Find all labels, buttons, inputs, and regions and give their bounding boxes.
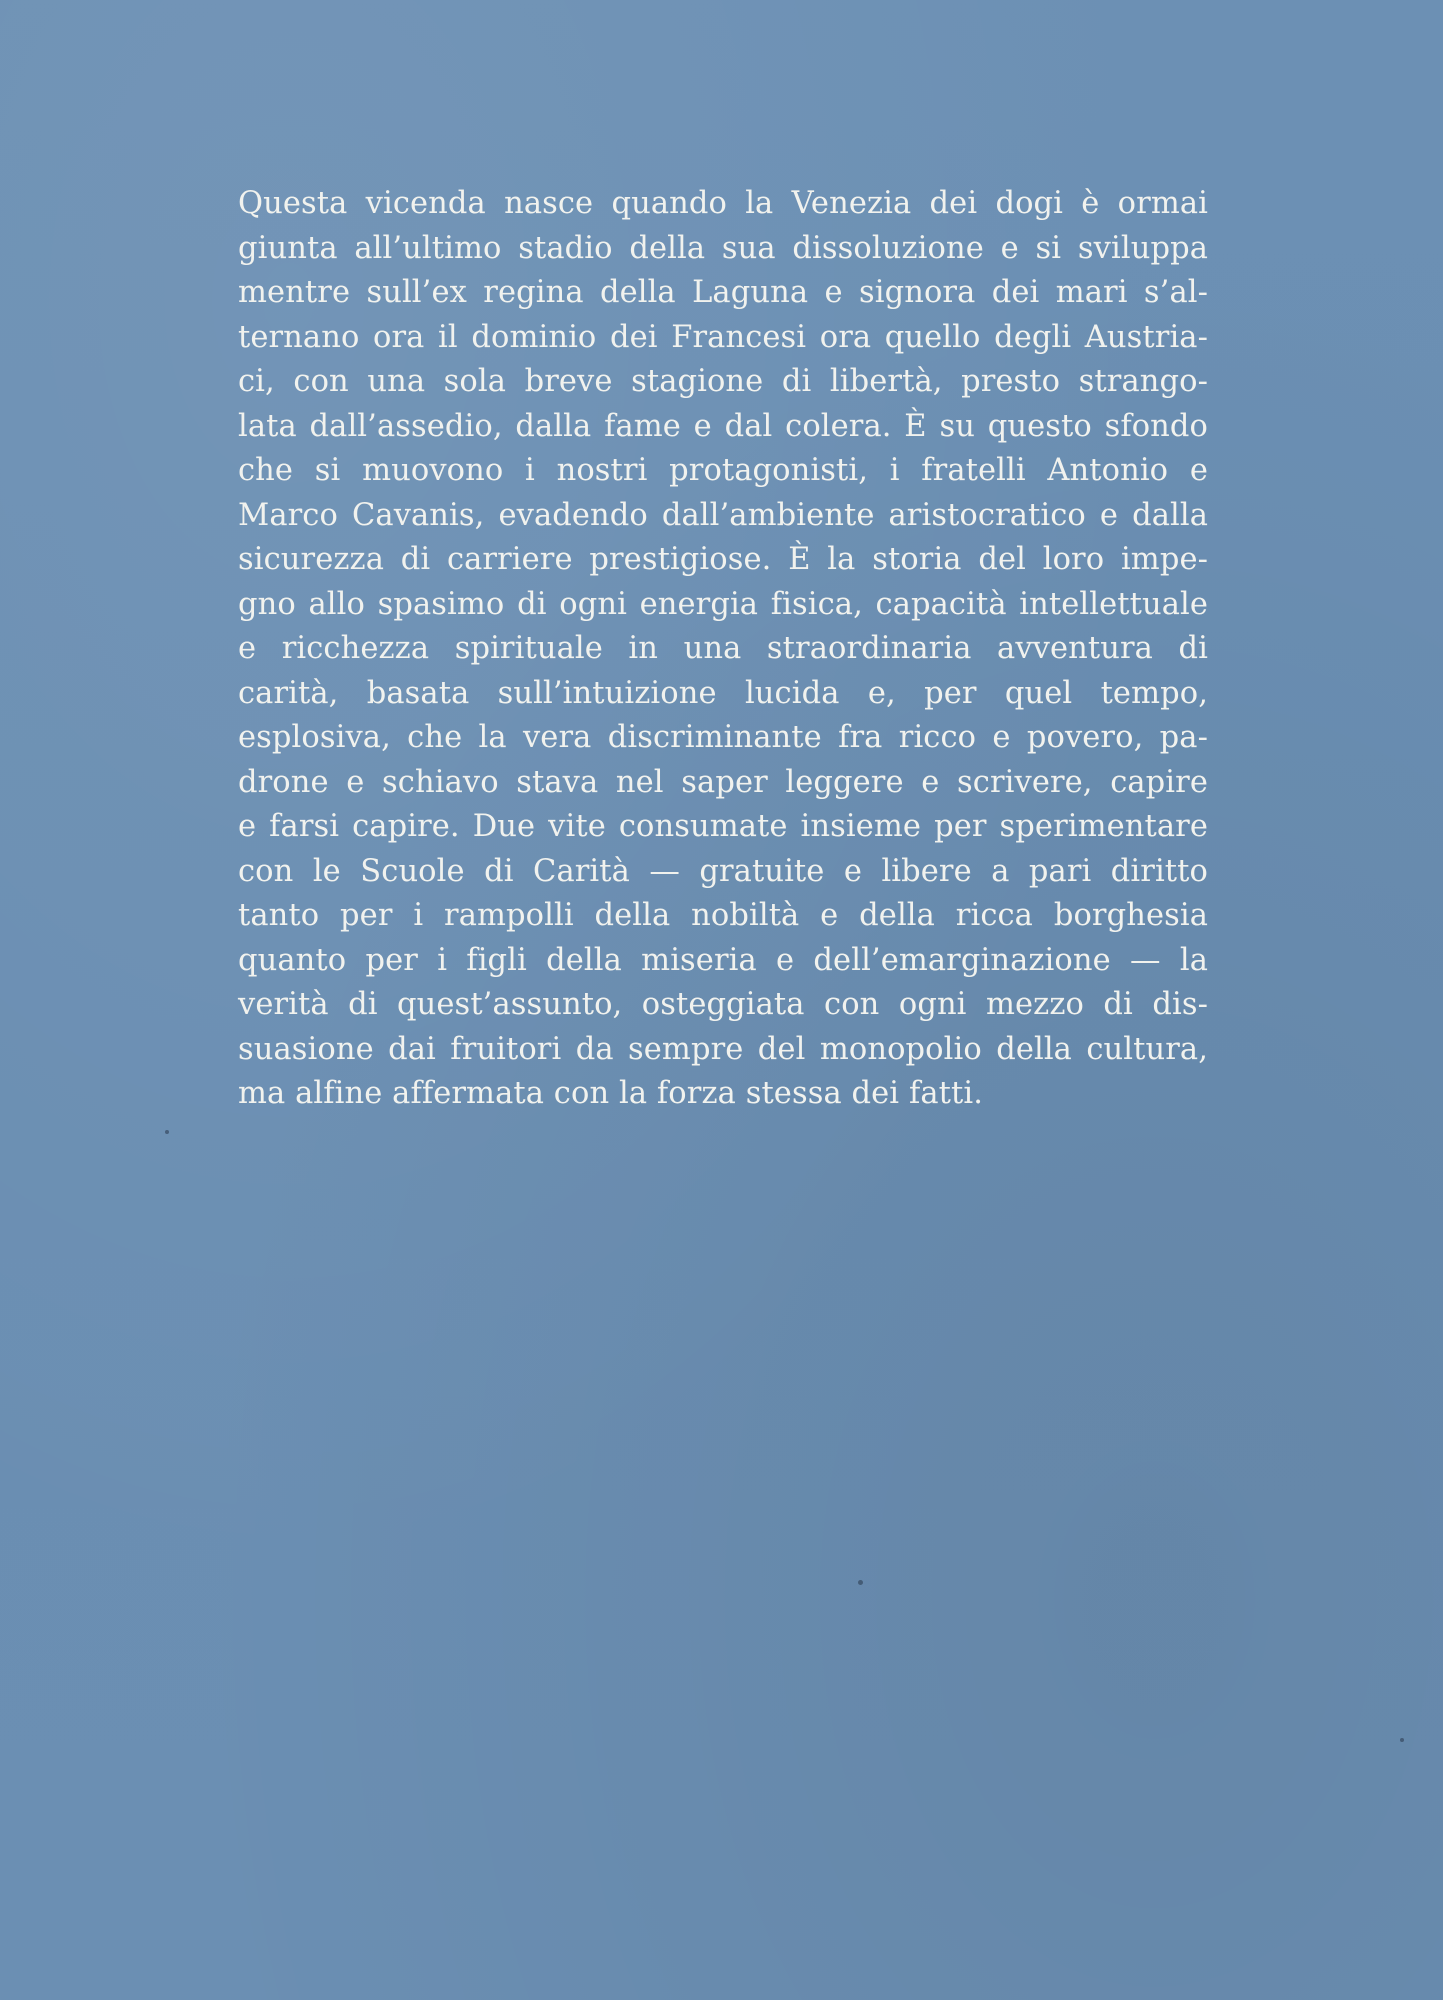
blurb-line: verità di quest’assunto, osteggiata con ogni mezzo di dis- bbox=[238, 987, 1208, 1022]
blurb-line: sicurezza di carriere prestigiose. È la storia del loro impe- bbox=[238, 542, 1208, 577]
blurb-line: tanto per i rampolli della nobiltà e della ricca borghesia bbox=[238, 898, 1208, 933]
paper-speck bbox=[858, 1580, 863, 1585]
blurb-line: Marco Cavanis, evadendo dall’ambiente aristocratico e dalla bbox=[238, 497, 1208, 533]
blurb-line: drone e schiavo stava nel saper leggere e scrivere, capire bbox=[238, 764, 1208, 800]
blurb-line: quanto per i figli della miseria e dell’emarginazione — la bbox=[238, 942, 1208, 978]
blurb-line: gno allo spasimo di ogni energia fisica, capacità intellettuale bbox=[238, 586, 1208, 622]
blurb-line: esplosiva, che la vera discriminante fra ricco e povero, pa- bbox=[238, 720, 1208, 755]
paper-speck bbox=[1400, 1738, 1404, 1742]
blurb-line: Questa vicenda nasce quando la Venezia dei dogi è ormai bbox=[238, 186, 1208, 221]
blurb-line: carità, basata sull’intuizione lucida e, per quel tempo, bbox=[238, 675, 1208, 711]
blurb-line: che si muovono i nostri protagonisti, i fratelli Antonio e bbox=[238, 453, 1208, 488]
blurb-line: mentre sull’ex regina della Laguna e signora dei mari s’al- bbox=[238, 275, 1208, 310]
paper-speck bbox=[165, 1130, 169, 1134]
blurb-paragraph bbox=[238, 182, 1208, 1117]
blurb-line: suasione dai fruitori da sempre del monopolio della cultura, bbox=[238, 1031, 1208, 1067]
blurb-line: lata dall’assedio, dalla fame e dal colera. È su questo sfondo bbox=[238, 408, 1208, 444]
blurb-line: ci, con una sola breve stagione di libertà, presto strango- bbox=[238, 364, 1208, 399]
blurb-line: giunta all’ultimo stadio della sua dissoluzione e si sviluppa bbox=[238, 230, 1208, 266]
blurb-line: ternano ora il dominio dei Francesi ora quello degli Austria- bbox=[238, 319, 1208, 355]
blurb-line: e farsi capire. Due vite consumate insieme per sperimentare bbox=[238, 809, 1208, 844]
blurb-line: e ricchezza spirituale in una straordinaria avventura di bbox=[238, 631, 1208, 666]
blurb-line: ma alfine affermata con la forza stessa dei fatti. bbox=[238, 1076, 983, 1111]
blurb-line: con le Scuole di Carità — gratuite e libere a pari diritto bbox=[238, 853, 1208, 889]
